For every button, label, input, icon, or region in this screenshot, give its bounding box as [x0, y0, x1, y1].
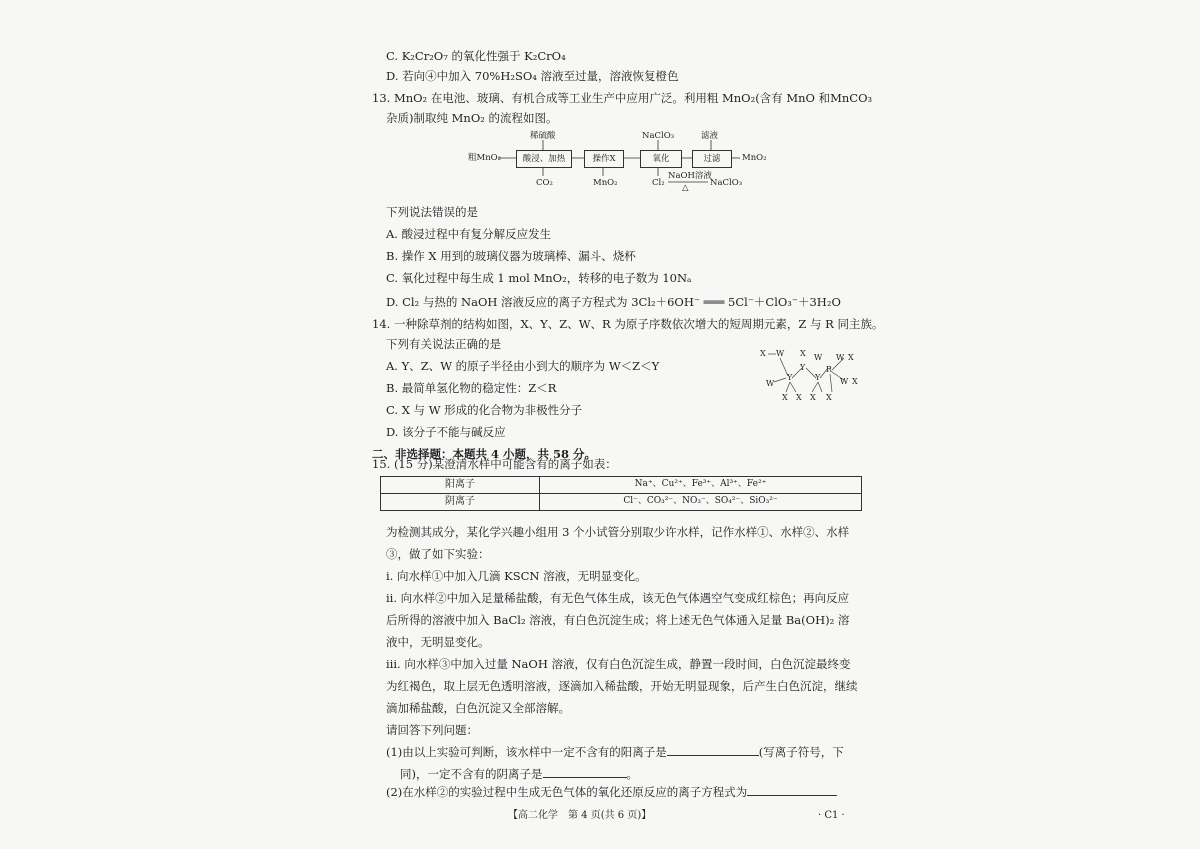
- q13-question: 下列说法错误的是: [386, 205, 478, 219]
- flow-crude-mno2: 粗MnO₂: [468, 153, 502, 163]
- atom-w-1: W: [776, 349, 785, 358]
- atom-w-4: W: [836, 353, 845, 362]
- q13-stem-1: 13. MnO₂ 在电池、玻璃、有机合成等工业生产中应用广泛。利用粗 MnO₂(含有 MnO 和MnCO₃: [372, 91, 873, 105]
- q15-exp-ii-3: 液中，无明显变化。: [386, 635, 490, 649]
- q14-option-d: D. 该分子不能与碱反应: [386, 425, 506, 439]
- q12-option-d: D. 若向④中加入 70%H₂SO₄ 溶液至过量，溶液恢复橙色: [386, 69, 679, 83]
- q15-part-1-end: 。: [626, 767, 638, 781]
- cation-header: 阳离子: [381, 477, 540, 494]
- flow-box-oxidation: 氧化: [640, 150, 682, 168]
- flow-naclo3-out: NaClO₃: [710, 178, 743, 188]
- q14-option-b: B. 最简单氢化物的稳定性：Z＜R: [386, 381, 557, 395]
- footer-code: · C1 ·: [818, 810, 845, 821]
- atom-x-4: X: [852, 377, 858, 386]
- q14-stem-1: 14. 一种除草剂的结构如图，X、Y、Z、W、R 为原子序数依次增大的短周期元素，Z 与 R 同主族。: [372, 317, 884, 331]
- q15-part-1-text-2: 同)，一定不含有的阴离子是: [400, 767, 543, 781]
- q13-option-a: A. 酸浸过程中有复分解反应发生: [386, 227, 552, 241]
- atom-y-1: Y: [787, 373, 793, 382]
- atom-r: R: [826, 365, 833, 374]
- q15-part-2: [386, 784, 837, 802]
- atom-w-3: W: [814, 353, 823, 362]
- atom-y-2: Y: [800, 363, 806, 372]
- q15-exp-ii-2: 后所得的溶液中加入 BaCl₂ 溶液，有白色沉淀生成；将上述无色气体通入足量 Ba(OH)₂ 溶: [386, 613, 850, 627]
- q15-prompt: 请回答下列问题：: [386, 723, 478, 737]
- flow-co2: CO₂: [536, 178, 553, 188]
- q12-option-c: C. K₂Cr₂O₇ 的氧化性强于 K₂CrO₄: [386, 49, 566, 63]
- q14-stem-2: 下列有关说法正确的是: [386, 337, 501, 351]
- atom-x-8: X: [826, 393, 832, 402]
- q15-text-2: ③，做了如下实验：: [386, 547, 490, 561]
- flow-box-operation-x: 操作X: [584, 150, 624, 168]
- q15-exp-iii-3: 滴加稀盐酸，白色沉淀又全部溶解。: [386, 701, 570, 715]
- q15-text-1: 为检测其成分，某化学兴趣小组用 3 个小试管分别取少许水样，记作水样①、水样②、水样: [386, 525, 850, 539]
- q15-part-2-text: (2)在水样②的实验过程中生成无色气体的氧化还原反应的离子方程式为: [386, 785, 748, 799]
- q15-part-1-text: (1)由以上实验可判断，该水样中一定不含有的阳离子是: [386, 745, 667, 759]
- flow-box-acid-leach: 酸浸、加热: [516, 150, 572, 168]
- atom-x-3: X: [848, 353, 854, 362]
- q15-part-1-line-2: [400, 766, 638, 784]
- q15-part-1-line-1: [386, 744, 844, 762]
- answer-blank-cations[interactable]: [667, 745, 759, 756]
- anion-values: Cl⁻、CO₃²⁻、NO₃⁻、SO₄²⁻、SiO₃²⁻: [540, 494, 862, 511]
- q15-exp-iii-1: ⅲ. 向水样③中加入过量 NaOH 溶液，仅有白色沉淀生成，静置一段时间，白色沉淀最终变: [386, 657, 851, 671]
- atom-x-6: X: [796, 393, 802, 402]
- q15-part-1-note: (写离子符号，下: [758, 745, 844, 759]
- cation-values: Na⁺、Cu²⁺、Fe³⁺、Al³⁺、Fe²⁺: [540, 477, 862, 494]
- answer-blank-anions[interactable]: [543, 767, 627, 778]
- flow-product: MnO₂: [742, 153, 767, 163]
- exam-page: [372, 40, 884, 840]
- q13-option-b: B. 操作 X 用到的玻璃仪器为玻璃棒、漏斗、烧杯: [386, 249, 636, 263]
- atom-w-2: W: [766, 379, 775, 388]
- flow-cl2: Cl₂: [652, 178, 665, 188]
- atom-x-2: X: [800, 349, 806, 358]
- answer-blank-equation[interactable]: [747, 785, 837, 796]
- flow-box-filter: 过滤: [692, 150, 732, 168]
- flow-filtrate: 滤液: [701, 131, 719, 141]
- atom-x-1: X: [760, 349, 766, 358]
- atom-x-5: X: [782, 393, 788, 402]
- q14-option-c: C. X 与 W 形成的化合物为非极性分子: [386, 403, 583, 417]
- q15-stem: 15. (15 分)某澄清水样中可能含有的离子如表：: [372, 457, 617, 471]
- table-row: [381, 494, 862, 511]
- flow-mno2-out: MnO₂: [593, 178, 618, 188]
- section-2-heading: 二、非选择题：本题共 4 小题，共 58 分。: [372, 447, 597, 461]
- table-row: [381, 477, 862, 494]
- q13-option-c: C. 氧化过程中每生成 1 mol MnO₂，转移的电子数为 10Nₐ: [386, 271, 692, 285]
- footer-page-info: 【高二化学 第 4 页(共 6 页)】: [508, 810, 652, 821]
- atom-y-3: Y: [815, 373, 821, 382]
- flow-heat: △: [682, 183, 689, 193]
- q13-stem-2: 杂质)制取纯 MnO₂ 的流程如图。: [386, 111, 558, 125]
- herbicide-structure: [760, 348, 860, 408]
- flow-naclo3-in: NaClO₃: [642, 131, 675, 141]
- flow-dilute-acid: 稀硫酸: [530, 131, 556, 141]
- q14-option-a: A. Y、Z、W 的原子半径由小到大的顺序为 W＜Z＜Y: [386, 359, 660, 373]
- flow-naoh: NaOH溶液: [668, 171, 712, 181]
- ion-table: [380, 476, 862, 511]
- process-flow-chart: [468, 132, 768, 198]
- q13-option-d: D. Cl₂ 与热的 NaOH 溶液反应的离子方程式为 3Cl₂＋6OH⁻ ═══ 5Cl⁻＋ClO₃⁻＋3H₂O: [386, 295, 841, 309]
- atom-x-7: X: [810, 393, 816, 402]
- q15-exp-ii-1: ⅱ. 向水样②中加入足量稀盐酸，有无色气体生成，该无色气体遇空气变成红棕色；再向反应: [386, 591, 850, 605]
- q15-exp-i: ⅰ. 向水样①中加入几滴 KSCN 溶液，无明显变化。: [386, 569, 647, 583]
- anion-header: 阴离子: [381, 494, 540, 511]
- q15-exp-iii-2: 为红褐色，取上层无色透明溶液，逐滴加入稀盐酸，开始无明显现象，后产生白色沉淀，继续: [386, 679, 858, 693]
- atom-w-5: W: [840, 377, 849, 386]
